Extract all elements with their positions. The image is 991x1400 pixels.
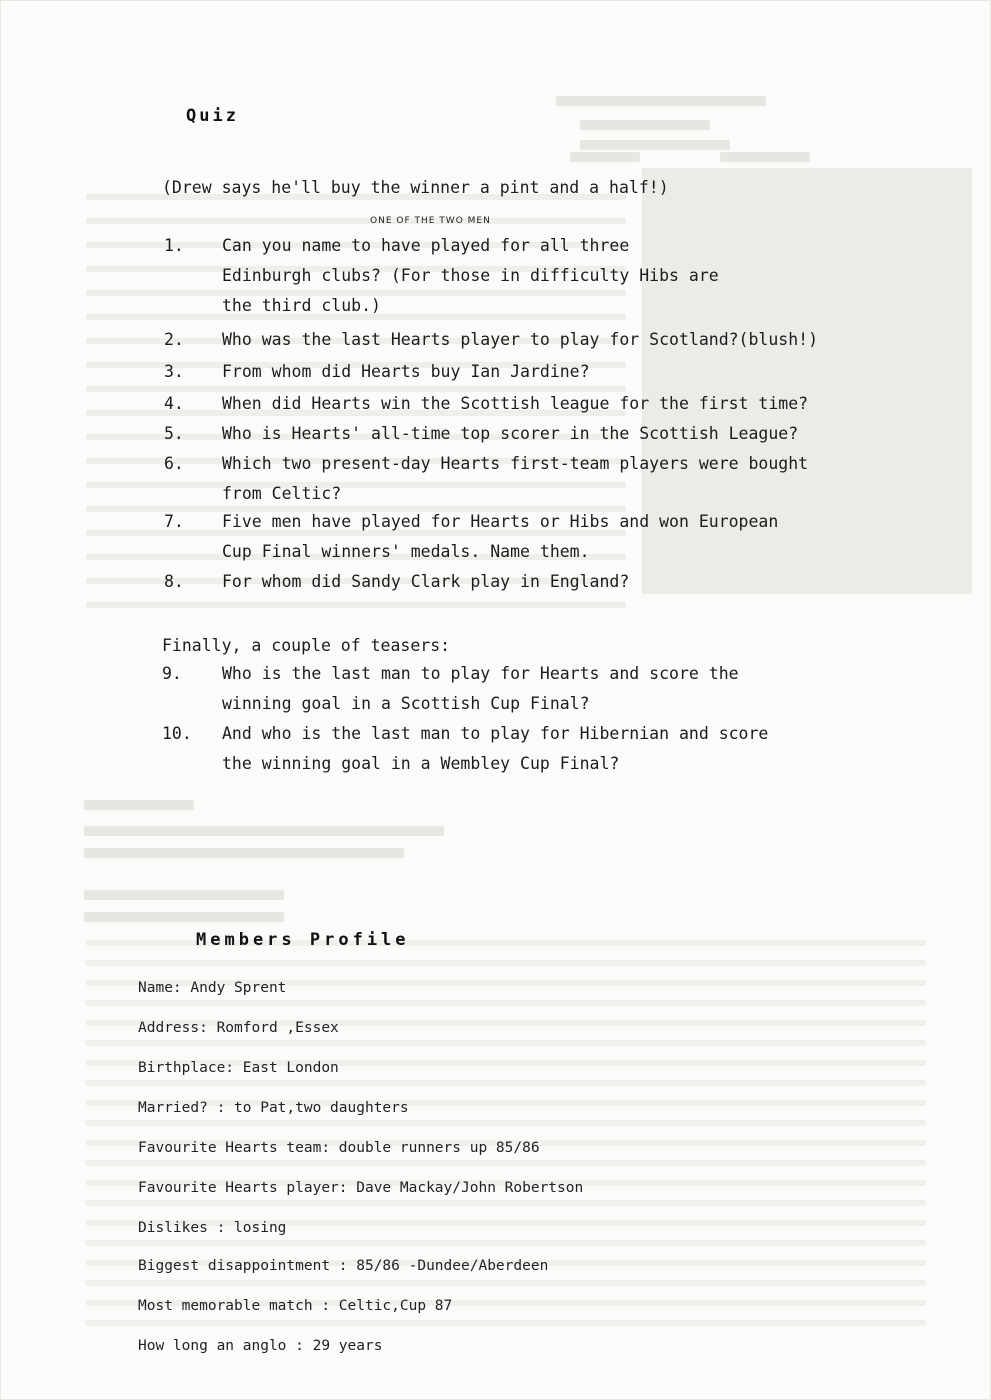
question-text: Who is Hearts' all-time top scorer in the Scottish League? — [222, 424, 799, 443]
show-through-bar — [86, 1160, 926, 1166]
question-number: 5. — [164, 424, 184, 443]
question-number: 6. — [164, 454, 184, 473]
profile-line: Birthplace: East London — [138, 1060, 339, 1076]
profile-line: Address: Romford ,Essex — [138, 1020, 339, 1036]
teaser-text: the winning goal in a Wembley Cup Final? — [222, 754, 620, 773]
show-through-bar — [86, 1000, 926, 1006]
question-text: the third club.) — [222, 296, 381, 315]
profile-line: Dislikes : losing — [138, 1220, 287, 1236]
question-number: 3. — [164, 362, 184, 381]
profile-line: Name: Andy Sprent — [138, 980, 287, 996]
show-through-bar — [580, 120, 710, 130]
handwritten-note: ONE OF THE TWO MEN — [370, 216, 491, 226]
show-through-bar — [86, 1120, 926, 1126]
show-through-bar — [86, 1240, 926, 1246]
profile-line: Biggest disappointment : 85/86 -Dundee/Aberdeen — [138, 1258, 549, 1274]
question-number: 8. — [164, 572, 184, 591]
quiz-title: Quiz — [186, 106, 239, 126]
show-through-bar — [86, 1280, 926, 1286]
show-through-bar — [86, 386, 626, 392]
question-text: Edinburgh clubs? (For those in difficulty Hibs are — [222, 266, 719, 285]
question-text: Which two present-day Hearts first-team players were bought — [222, 454, 809, 473]
show-through-bar — [86, 218, 626, 224]
profile-line: Favourite Hearts team: double runners up 85/86 — [138, 1140, 540, 1156]
profile-line: Married? : to Pat,two daughters — [138, 1100, 409, 1116]
quiz-intro: (Drew says he'll buy the winner a pint and a half!) — [162, 178, 669, 197]
teaser-number: 10. — [162, 724, 192, 743]
show-through-bar — [86, 1080, 926, 1086]
teaser-text: winning goal in a Scottish Cup Final? — [222, 694, 590, 713]
question-number: 2. — [164, 330, 184, 349]
show-through-bar — [84, 826, 444, 836]
show-through-bar — [86, 602, 626, 608]
profile-line: How long an anglo : 29 years — [138, 1338, 383, 1354]
question-number: 4. — [164, 394, 184, 413]
question-text: Can you name to have played for all three — [222, 236, 630, 255]
question-text: When did Hearts win the Scottish league for the first time? — [222, 394, 809, 413]
show-through-bar — [556, 96, 766, 106]
question-number: 7. — [164, 512, 184, 531]
show-through-bar — [86, 960, 926, 966]
show-through-bar — [720, 152, 810, 162]
show-through-bar — [84, 890, 284, 900]
teaser-number: 9. — [162, 664, 182, 683]
show-through-bar — [84, 912, 284, 922]
show-through-bar — [84, 848, 404, 858]
question-text: from Celtic? — [222, 484, 342, 503]
question-number: 1. — [164, 236, 184, 255]
show-through-bar — [86, 1320, 926, 1326]
show-through-bar — [86, 482, 626, 488]
profile-line: Most memorable match : Celtic,Cup 87 — [138, 1298, 453, 1314]
show-through-bar — [570, 152, 640, 162]
show-through-bar — [580, 140, 730, 150]
profile-title: Members Profile — [196, 930, 410, 950]
profile-line: Favourite Hearts player: Dave Mackay/John Robertson — [138, 1180, 584, 1196]
question-text: Five men have played for Hearts or Hibs and won European — [222, 512, 779, 531]
teaser-text: Who is the last man to play for Hearts and score the — [222, 664, 739, 683]
question-text: From whom did Hearts buy Ian Jardine? — [222, 362, 590, 381]
question-text: For whom did Sandy Clark play in England? — [222, 572, 630, 591]
show-through-bar — [86, 1040, 926, 1046]
teasers-intro: Finally, a couple of teasers: — [162, 636, 451, 655]
teaser-text: And who is the last man to play for Hibernian and score — [222, 724, 769, 743]
question-text: Cup Final winners' medals. Name them. — [222, 542, 590, 561]
show-through-bar — [86, 1200, 926, 1206]
question-text: Who was the last Hearts player to play for Scotland?(blush!) — [222, 330, 819, 349]
show-through-bar — [84, 800, 194, 810]
